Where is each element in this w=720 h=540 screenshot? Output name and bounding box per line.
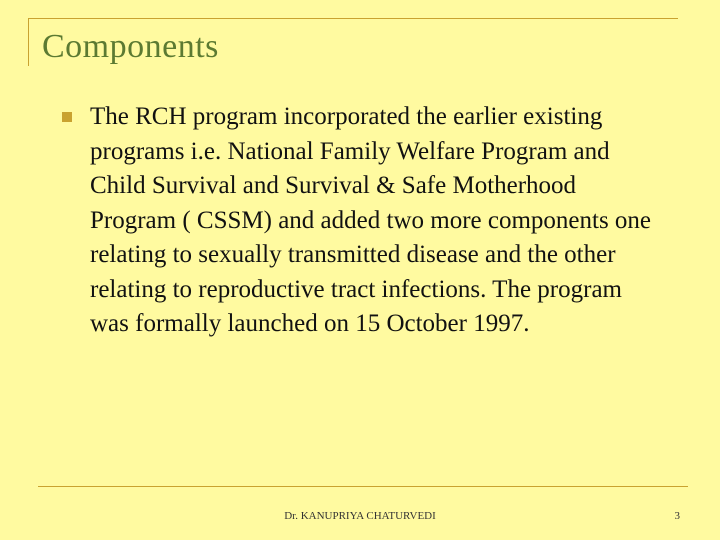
top-rule bbox=[28, 18, 678, 19]
left-rule bbox=[28, 18, 29, 66]
bullet-text: The RCH program incorporated the earlier existing programs i.e. National Family Welfare Program and Child Survival and Survival & Safe Motherhood Program ( CSSM) and added two more components one relating to sexually transmitted disease and the other relating to reproductive tract infections. The program was formally launched on 15 October 1997. bbox=[90, 103, 652, 337]
square-bullet-icon bbox=[62, 112, 72, 122]
page-number: 3 bbox=[674, 510, 680, 522]
footer-rule bbox=[38, 486, 688, 487]
footer-author: Dr. KANUPRIYA CHATURVEDI bbox=[284, 510, 436, 522]
slide-title: Components bbox=[42, 28, 219, 65]
